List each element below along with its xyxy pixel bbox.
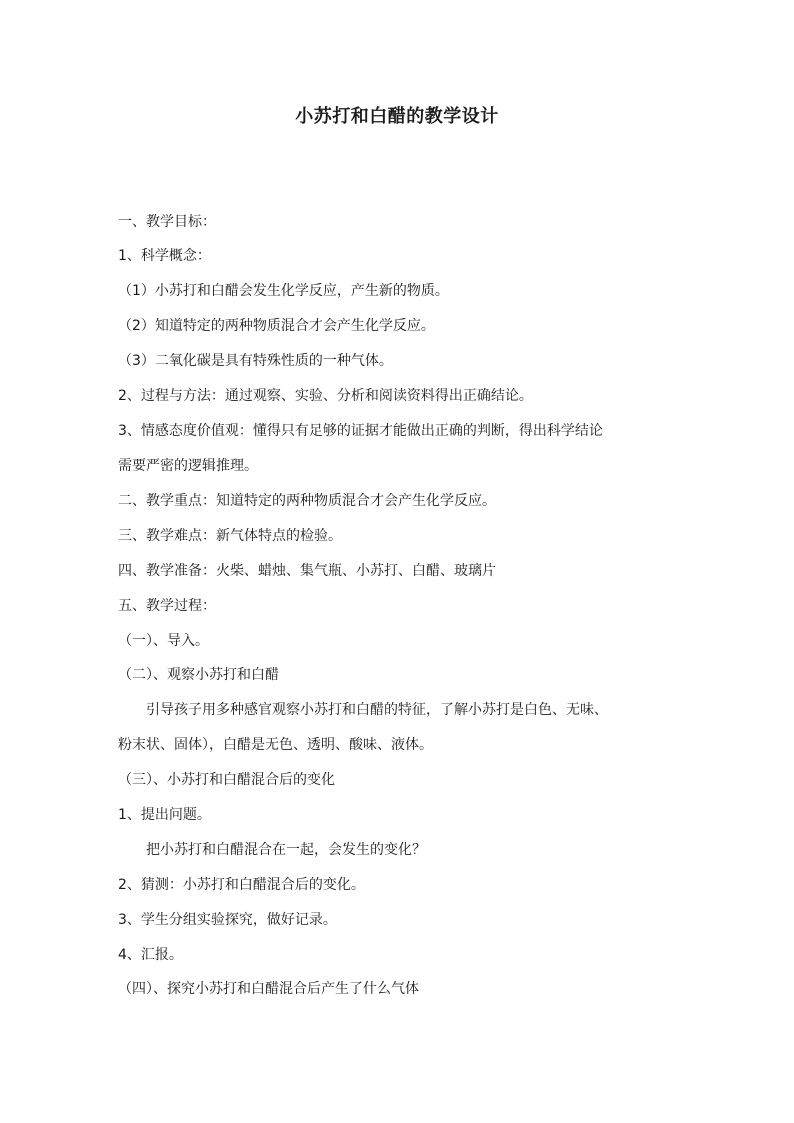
mixing-item-experiment: 3、学生分组实验探究，做好记录。 (118, 912, 337, 928)
concept-item-3: （3）二氧化碳是具有特殊性质的一种气体。 (118, 353, 393, 369)
concept-item-2: （2）知道特定的两种物质混合才会产生化学反应。 (118, 318, 435, 334)
attitudes-values-continued: 需要严密的逻辑推理。 (118, 458, 258, 474)
mixing-item-guess: 2、猜测：小苏打和白醋混合后的变化。 (118, 877, 365, 893)
subsection-attitudes-values: 3、情感态度价值观：懂得只有足够的证据才能做出正确的判断，得出科学结论 (118, 423, 603, 439)
section-heading-preparation: 四、教学准备：火柴、蜡烛、集气瓶、小苏打、白醋、玻璃片 (118, 563, 496, 579)
subsection-process-methods: 2、过程与方法：通过观察、实验、分析和阅读资料得出正确结论。 (118, 388, 533, 404)
process-step-gas: （四）、探究小苏打和白醋混合后产生了什么气体 (118, 981, 419, 997)
document-title: 小苏打和白醋的教学设计 (295, 106, 499, 127)
section-heading-process: 五、教学过程： (118, 598, 216, 614)
observe-paragraph: 引导孩子用多种感官观察小苏打和白醋的特征，了解小苏打是白色、无味、 (146, 702, 608, 718)
observe-paragraph-continued: 粉末状、固体），白醋是无色、透明、酸味、液体。 (118, 737, 433, 753)
process-step-intro: （一）、导入。 (118, 633, 209, 649)
mixing-item-question: 1、提出问题。 (118, 807, 211, 823)
process-step-mixing: （三）、小苏打和白醋混合后的变化 (118, 772, 335, 788)
section-heading-key-points: 二、教学重点：知道特定的两种物质混合才会产生化学反应。 (118, 493, 496, 509)
mixing-item-report: 4、汇报。 (118, 947, 183, 963)
process-step-observe: （二）、观察小苏打和白醋 (118, 667, 279, 683)
subsection-science-concepts: 1、科学概念： (118, 248, 211, 264)
mixing-question-text: 把小苏打和白醋混合在一起，会发生的变化？ (146, 842, 426, 858)
section-heading-objectives: 一、教学目标： (118, 214, 216, 230)
concept-item-1: （1）小苏打和白醋会发生化学反应，产生新的物质。 (118, 283, 449, 299)
section-heading-difficulties: 三、教学难点：新气体特点的检验。 (118, 528, 342, 544)
